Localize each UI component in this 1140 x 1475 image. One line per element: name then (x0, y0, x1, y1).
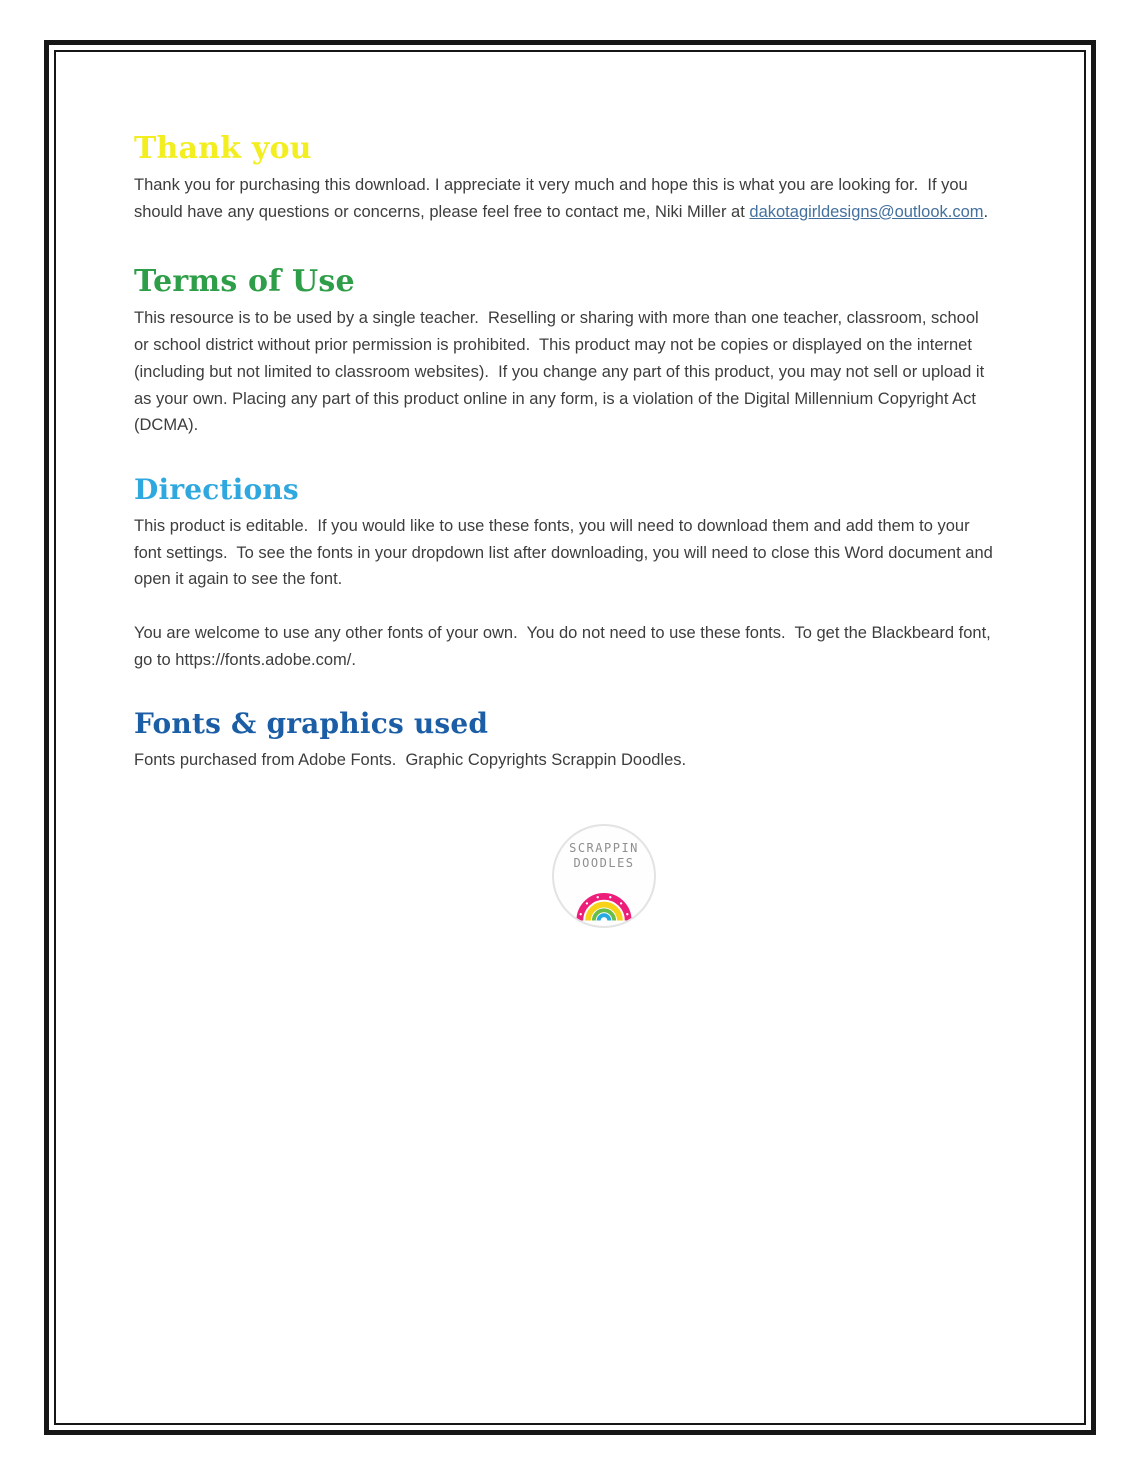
terms-paragraph: This resource is to be used by a single teacher. Reselling or sharing with more than one teacher, classroom, school or school district without prior permission is prohibited. This product may not be copies or displayed on the internet (including but not limited to classroom websites). If you change any part of this product, you may not sell or upload it as your own. Placing any part of this product online in any form, is a violation of the Digital Millennium Copyright Act (DCMA). (134, 309, 989, 435)
logo-text-line2: DOODLES (573, 855, 635, 870)
heading-thank-you: Thank you (134, 131, 312, 166)
rainbow-icon (575, 888, 633, 924)
heading-fonts-graphics-used: Fonts & graphics used (134, 707, 489, 741)
logo-text (554, 841, 654, 871)
thank-you-text-after: . (983, 202, 989, 221)
page-border-inner (54, 50, 1086, 1425)
page-border-outer (44, 40, 1096, 1435)
heading-terms-of-use: Terms of Use (134, 264, 355, 300)
document-content (56, 52, 1084, 1423)
thank-you-text: Thank you for purchasing this download. I appreciate it very much and hope this is what you are looking for. If you should have any questions or concerns, please feel free to contact me, Niki Miller at (134, 176, 973, 221)
scrappin-doodles-logo (552, 824, 656, 928)
logo-text-line1: SCRAPPIN (569, 840, 639, 855)
email-link[interactable]: dakotagirldesigns@outlook.com (749, 202, 984, 221)
heading-directions: Directions (134, 473, 299, 507)
directions-paragraph-2: You are welcome to use any other fonts of your own. You do not need to use these fonts. To get the Blackbeard font, go to https://fonts.adobe.com/. (134, 623, 996, 669)
logo-row (174, 824, 1034, 928)
thank-you-paragraph (134, 172, 994, 225)
fonts-used-paragraph: Fonts purchased from Adobe Fonts. Graphic Copyrights Scrappin Doodles. (134, 751, 687, 770)
directions-paragraph-1: This product is editable. If you would like to use these fonts, you will need to download them and add them to your font settings. To see the fonts in your dropdown list after downloading, you will need to close this Word document and open it again to see the font. (134, 516, 998, 589)
